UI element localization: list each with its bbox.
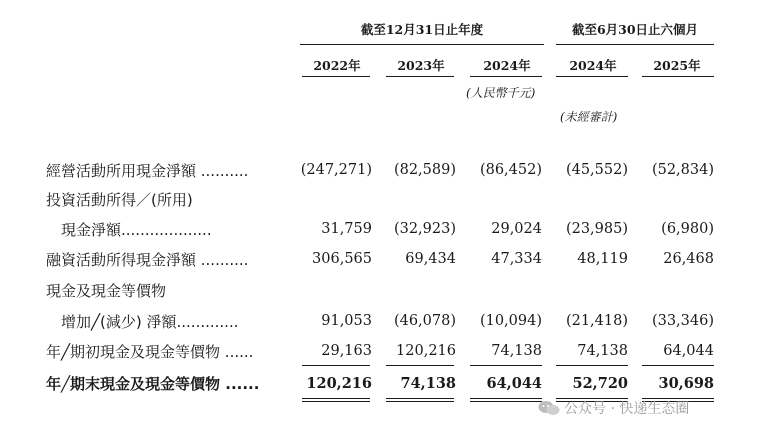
cell-total: 64,044: [486, 375, 542, 392]
year-2025-interim-rule: [642, 76, 714, 77]
subtotal-rule: [386, 365, 454, 366]
cell: 31,759: [321, 221, 372, 237]
wechat-icon: [538, 400, 560, 416]
unit-note: (人民幣千元): [466, 86, 536, 100]
year-2022-rule: [302, 76, 370, 77]
total-double-rule: [302, 401, 370, 402]
cell: (10,094): [479, 313, 542, 329]
cell: 48,119: [577, 251, 628, 267]
row-label-net-change: 增加╱(減少) 淨額.............: [46, 313, 239, 331]
cell: 91,053: [321, 313, 372, 329]
year-2023-rule: [386, 76, 454, 77]
row-label-opening-cash: 年╱期初現金及現金等價物 ......: [46, 343, 254, 361]
cell: 74,138: [491, 343, 542, 359]
subtotal-rule: [556, 365, 628, 366]
total-double-rule: [470, 398, 542, 399]
row-label-financing: 融資活動所得現金淨額 ..........: [46, 251, 249, 269]
subtotal-rule: [642, 365, 714, 366]
cell: (32,923): [393, 221, 456, 237]
year-2024-annual-rule: [470, 76, 542, 77]
row-label-cash-heading: 現金及現金等價物: [46, 282, 167, 300]
cell: (23,985): [565, 221, 628, 237]
cell-total: 74,138: [400, 375, 456, 392]
subtotal-rule: [470, 365, 542, 366]
total-double-rule: [302, 398, 370, 399]
cell: 29,163: [321, 343, 372, 359]
cell: (247,271): [300, 162, 372, 178]
audit-note: (未經審計): [560, 110, 618, 124]
cell-total: 120,216: [306, 375, 372, 392]
cell: 69,434: [405, 251, 456, 267]
year-2024-interim-rule: [556, 76, 628, 77]
header-group-annual: 截至12月31日止年度: [360, 22, 484, 37]
year-2022: 2022年: [313, 58, 361, 73]
year-2025-interim: 2025年: [653, 58, 701, 73]
row-label-operating: 經營活動所用現金淨額 ..........: [46, 162, 249, 180]
year-2024-annual: 2024年: [483, 58, 531, 73]
row-label-investing-net: 現金淨額...................: [46, 221, 212, 239]
cell: (21,418): [565, 313, 628, 329]
cell: (86,452): [479, 162, 542, 178]
cell: (46,078): [393, 313, 456, 329]
cell: 64,044: [663, 343, 714, 359]
cell: (82,589): [393, 162, 456, 178]
cell: (45,552): [565, 162, 628, 178]
header-group-annual-rule: [300, 44, 544, 45]
cell: (52,834): [651, 162, 714, 178]
cell-total: 52,720: [572, 375, 628, 392]
cell: 120,216: [396, 343, 456, 359]
year-2024-interim: 2024年: [569, 58, 617, 73]
cell: (33,346): [651, 313, 714, 329]
header-group-interim-rule: [556, 44, 714, 45]
cell: 47,334: [491, 251, 542, 267]
total-double-rule: [386, 398, 454, 399]
cell: 29,024: [491, 221, 542, 237]
row-label-closing-cash: 年╱期末現金及現金等價物 ......: [46, 375, 260, 393]
row-label-investing-heading: 投資活動所得／(所用): [46, 191, 193, 209]
cell: (6,980): [661, 221, 714, 237]
cell: 26,468: [663, 251, 714, 267]
cell-total: 30,698: [658, 375, 714, 392]
year-2023: 2023年: [397, 58, 445, 73]
subtotal-rule: [302, 365, 370, 366]
cell: 306,565: [312, 251, 372, 267]
total-double-rule: [470, 401, 542, 402]
header-group-interim: 截至6月30日止六個月: [571, 22, 699, 37]
total-double-rule: [386, 401, 454, 402]
watermark-text: 公众号 · 快递生态圈: [564, 401, 690, 417]
cell: 74,138: [577, 343, 628, 359]
